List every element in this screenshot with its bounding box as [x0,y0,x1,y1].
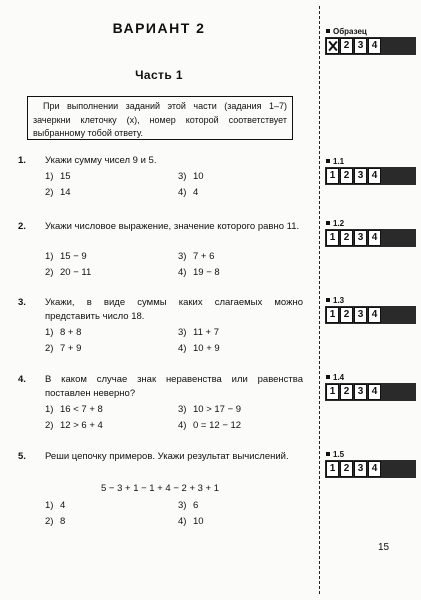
option-1[interactable]: 1) 15 [45,171,71,182]
answer-cell-2[interactable]: 2 [340,384,353,400]
task-number: 5. [18,451,26,462]
square-bullet-icon [326,375,330,379]
option-3[interactable]: 3) 10 > 17 − 9 [178,404,242,415]
answer-cell-1[interactable]: 1 [326,307,339,323]
answer-cell-4[interactable]: 4 [368,461,381,477]
square-bullet-icon [326,29,330,33]
option-3[interactable]: 3) 11 + 7 [178,327,219,338]
answer-strip [325,306,416,324]
option-3[interactable]: 3) 7 + 6 [178,251,215,262]
answer-block-1-4 [322,373,416,403]
sample-label: Образец [333,27,367,36]
task-number: 2. [18,221,26,232]
answer-cell: 4 [368,38,381,54]
answer-cell-3[interactable]: 3 [354,384,367,400]
answer-cell-2[interactable]: 2 [340,307,353,323]
answer-cell-3[interactable]: 3 [354,307,367,323]
answer-cell-1[interactable]: 1 [326,230,339,246]
answer-label: 1.1 [333,157,345,166]
option-1[interactable]: 1) 4 [45,500,66,511]
answer-strip [325,37,416,55]
answer-label: 1.5 [333,450,345,459]
answer-cell-2[interactable]: 2 [340,230,353,246]
answer-block-1-1 [322,157,416,187]
task-question: Укажи сумму чисел 9 и 5. [45,155,157,166]
answer-block-1-5 [322,450,416,480]
answer-cell-4[interactable]: 4 [368,307,381,323]
answer-cell-3[interactable]: 3 [354,461,367,477]
answer-cell-4[interactable]: 4 [368,384,381,400]
answer-block-1-3 [322,296,416,326]
option-2[interactable]: 2) 8 [45,516,66,527]
answer-cell-4[interactable]: 4 [368,230,381,246]
option-1[interactable]: 1) 8 + 8 [45,327,82,338]
answer-label: 1.3 [333,296,345,305]
option-4[interactable]: 4) 19 − 8 [178,267,220,278]
square-bullet-icon [326,298,330,302]
answer-cell-1[interactable]: 1 [326,461,339,477]
option-4[interactable]: 4) 10 + 9 [178,343,220,354]
option-4[interactable]: 4) 0 = 12 − 12 [178,420,242,431]
answer-strip [325,383,416,401]
task-number: 3. [18,297,26,308]
answer-cell-2[interactable]: 2 [340,461,353,477]
answer-cell: 3 [354,38,367,54]
answer-cell-4[interactable]: 4 [368,168,381,184]
instruction-box: При выполнении заданий этой части (задания 1–7) зачеркни клеточку (x), номер которой соответствует выбранному тобой ответу. [27,96,293,140]
answer-cell: 2 [340,38,353,54]
answer-strip [325,460,416,478]
answer-cell-3[interactable]: 3 [354,168,367,184]
square-bullet-icon [326,452,330,456]
calculation-chain: 5 − 3 + 1 − 1 + 4 − 2 + 3 + 1 [100,483,220,494]
option-1[interactable]: 1) 16 < 7 + 8 [45,404,103,415]
task-question: Укажи числовое выражение, значение которого равно 11. [45,221,300,232]
answer-cell-1[interactable]: 1 [326,384,339,400]
option-2[interactable]: 2) 14 [45,187,71,198]
task-number: 4. [18,374,26,385]
option-3[interactable]: 3) 6 [178,500,199,511]
answer-block-1-2 [322,219,416,249]
task-number: 1. [18,155,26,166]
answer-cell-crossed [326,38,339,54]
option-2[interactable]: 2) 20 − 11 [45,267,92,278]
answer-strip [325,229,416,247]
answer-cell-1[interactable]: 1 [326,168,339,184]
part-title: Часть 1 [135,68,183,82]
option-1[interactable]: 1) 15 − 9 [45,251,87,262]
task-question: В каком случае знак неравенства или равенства поставлен неверно? [45,374,303,399]
square-bullet-icon [326,159,330,163]
square-bullet-icon [326,221,330,225]
answer-cell-2[interactable]: 2 [340,168,353,184]
task-question: Реши цепочку примеров. Укажи результат вычислений. [45,451,289,462]
option-2[interactable]: 2) 7 + 9 [45,343,82,354]
variant-title: ВАРИАНТ 2 [112,20,206,36]
option-4[interactable]: 4) 4 [178,187,199,198]
sample-block [322,27,416,57]
option-3[interactable]: 3) 10 [178,171,204,182]
answer-label: 1.4 [333,373,345,382]
page-number: 15 [378,542,390,553]
answer-label: 1.2 [333,219,345,228]
answer-strip [325,167,416,185]
task-question: Укажи, в виде суммы каких слагаемых можно представить число 18. [45,297,303,322]
option-4[interactable]: 4) 10 [178,516,204,527]
answer-cell-3[interactable]: 3 [354,230,367,246]
option-2[interactable]: 2) 12 > 6 + 4 [45,420,103,431]
